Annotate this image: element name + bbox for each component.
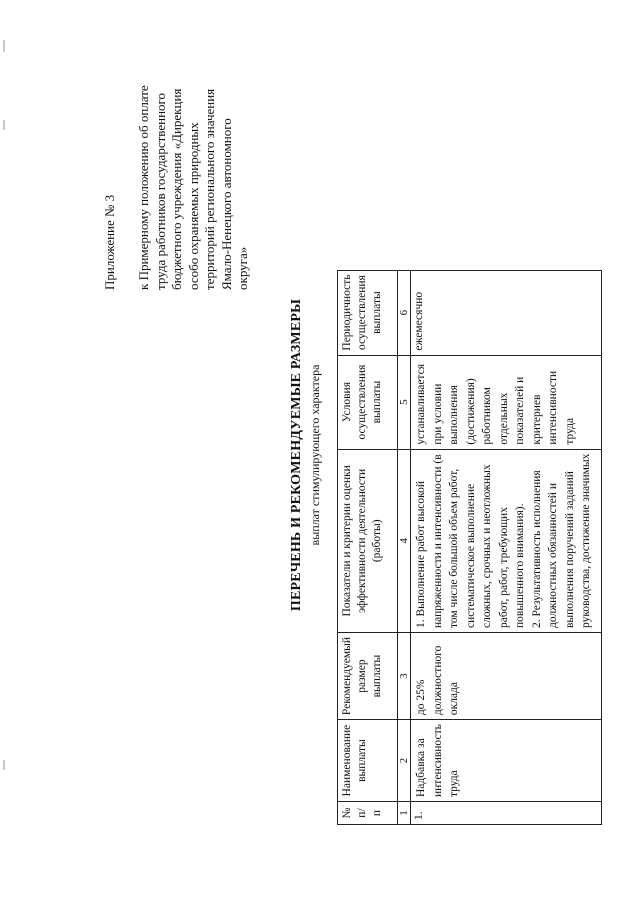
- column-number: 3: [398, 633, 411, 720]
- column-number: 2: [398, 720, 411, 802]
- criteria-line: том числе большой объем работ,: [448, 468, 460, 628]
- payment-name: [411, 720, 602, 802]
- annex-line: Ямало-Ненецкого автономного: [218, 118, 234, 290]
- document-subheading: выплат стимулирующего характера: [308, 364, 322, 546]
- payment-size: [411, 633, 602, 720]
- table-row: [411, 270, 602, 824]
- conditions-line: критериев: [530, 394, 543, 445]
- payment-criteria: [411, 449, 602, 632]
- row-number: 1.: [411, 802, 602, 825]
- column-header-size: Рекомендуемый размер выплаты: [338, 633, 398, 720]
- document-heading: ПЕРЕЧЕНЬ И РЕКОМЕНДУЕМЫЕ РАЗМЕРЫ: [289, 298, 304, 612]
- annex-line: округа»: [235, 246, 250, 290]
- annex-line: к Примерному положению об оплате: [136, 85, 151, 290]
- annex-line: бюджетного учреждения «Дирекция: [169, 88, 184, 290]
- table-header-row: [338, 270, 398, 824]
- payment-size-line: до 25%: [415, 679, 427, 716]
- conditions-line: отдельных: [497, 392, 510, 445]
- column-number: 1: [398, 802, 411, 825]
- payments-table: [337, 270, 602, 825]
- criteria-line: 1. Выполнение работ высокой: [415, 480, 427, 628]
- conditions-line: при условии: [431, 383, 444, 445]
- column-header-name: Наименование выплаты: [338, 720, 398, 802]
- criteria-line: сложных, срочных и неотложных: [481, 464, 493, 628]
- conditions-line: (достижения): [464, 378, 477, 445]
- criteria-line: напряженности и интенсивности (в: [431, 454, 444, 628]
- criteria-line: повышенного внимания).: [514, 503, 526, 628]
- payment-conditions: [411, 355, 602, 449]
- annex-line: особо охраняемых природных: [185, 122, 201, 290]
- payment-name-line: интенсивность: [431, 724, 444, 797]
- criteria-line: руководства, достижение значимых: [580, 453, 592, 628]
- payment-periodicity: ежемесячно: [411, 270, 602, 355]
- payment-size-line: должностного: [431, 645, 444, 716]
- criteria-line: должностных обязанностей и: [547, 483, 559, 628]
- column-header-criteria: Показатели и критерии оценки эффективности деятельности (работы): [338, 449, 398, 632]
- conditions-line: работником: [481, 387, 493, 445]
- conditions-line: устанавливается: [415, 364, 427, 445]
- column-header-number: № п/п: [338, 802, 398, 825]
- annex-title: Приложение № 3: [102, 194, 117, 290]
- criteria-line: выполнения поручений заданий: [563, 471, 576, 628]
- annex-line: труда работников государственного: [152, 92, 168, 290]
- conditions-line: труда: [563, 417, 576, 445]
- criteria-line: систематическое выполнение: [464, 483, 477, 628]
- annex-line: территорий регионального значения: [202, 88, 217, 290]
- annex-reference: [136, 35, 252, 290]
- column-number: 6: [398, 270, 411, 355]
- criteria-line: работ, работ, требующих: [497, 507, 510, 628]
- column-number: 4: [398, 449, 411, 632]
- conditions-line: выполнения: [448, 385, 460, 445]
- conditions-line: интенсивности: [547, 370, 559, 445]
- column-number: 5: [398, 355, 411, 449]
- conditions-line: показателей и: [514, 376, 526, 445]
- column-number-row: [398, 270, 411, 824]
- payment-name-line: Надбавка за: [415, 738, 427, 797]
- payment-size-line: оклада: [448, 682, 460, 716]
- payment-name-line: труда: [448, 770, 460, 797]
- column-header-conditions: Условия осуществления выплаты: [338, 355, 398, 449]
- criteria-line: 2. Результативность исполнения: [530, 470, 543, 628]
- column-header-periodicity: Периодичность осуществления выплаты: [338, 270, 398, 355]
